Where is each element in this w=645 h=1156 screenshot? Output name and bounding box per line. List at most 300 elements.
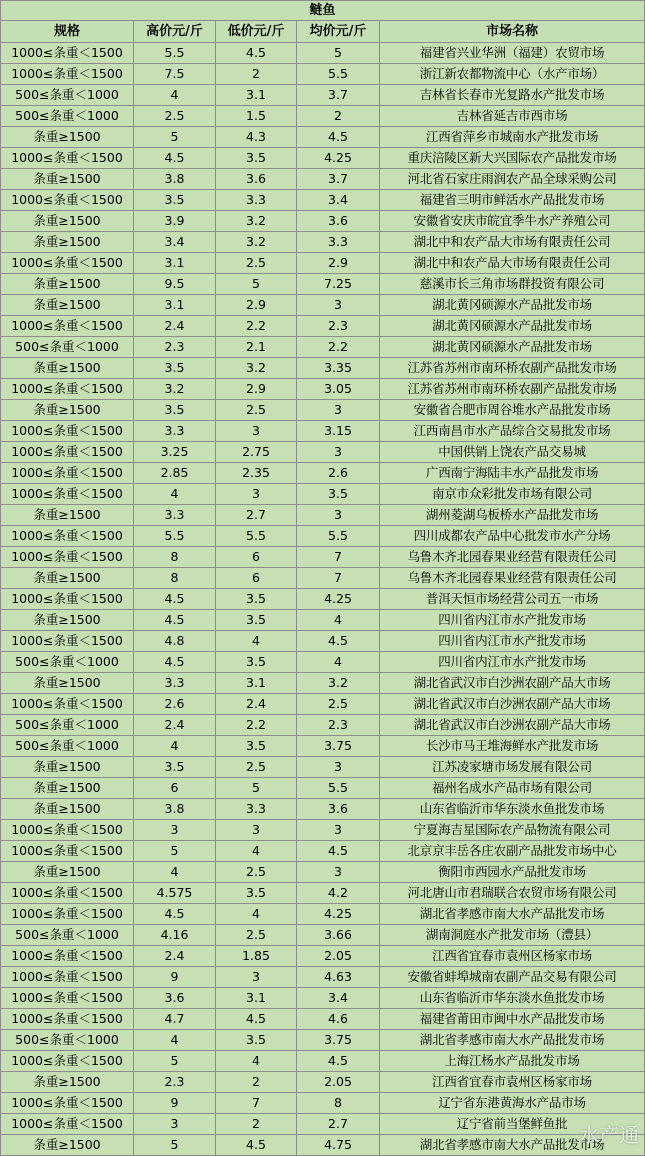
cell-high-price: 6 [134,778,216,799]
cell-avg-price: 3.6 [297,799,380,820]
cell-avg-price: 3.66 [297,925,380,946]
cell-low-price: 2.5 [216,862,297,883]
table-row [1,463,645,484]
table-row [1,652,645,673]
table-row [1,967,645,988]
cell-spec: 1000≤条重＜1500 [1,988,134,1009]
cell-spec: 条重≥1500 [1,673,134,694]
cell-high-price: 2.4 [134,715,216,736]
cell-avg-price: 4.5 [297,1051,380,1072]
cell-high-price: 8 [134,568,216,589]
cell-market-name: 山东省临沂市华东淡水鱼批发市场 [380,988,645,1009]
cell-spec: 500≤条重＜1000 [1,106,134,127]
cell-spec: 500≤条重＜1000 [1,1030,134,1051]
cell-spec: 1000≤条重＜1500 [1,589,134,610]
cell-low-price: 2.75 [216,442,297,463]
cell-avg-price: 3.6 [297,211,380,232]
cell-market-name: 湖北中和农产品大市场有限责任公司 [380,232,645,253]
cell-spec: 1000≤条重＜1500 [1,463,134,484]
table-row [1,904,645,925]
cell-low-price: 2.5 [216,400,297,421]
cell-market-name: 福州名成水产品市场有限公司 [380,778,645,799]
table-row [1,841,645,862]
cell-low-price: 3.3 [216,190,297,211]
cell-market-name: 湖南洞庭水产批发市场（澧县） [380,925,645,946]
cell-avg-price: 3 [297,862,380,883]
cell-low-price: 3.5 [216,736,297,757]
cell-low-price: 6 [216,568,297,589]
cell-avg-price: 4.75 [297,1135,380,1156]
cell-avg-price: 2.5 [297,694,380,715]
cell-spec: 1000≤条重＜1500 [1,316,134,337]
cell-avg-price: 4.5 [297,127,380,148]
cell-low-price: 6 [216,547,297,568]
cell-spec: 500≤条重＜1000 [1,736,134,757]
cell-high-price: 9 [134,967,216,988]
cell-high-price: 5 [134,1051,216,1072]
table-row [1,85,645,106]
table-row [1,295,645,316]
cell-market-name: 福建省兴业华洲（福建）农贸市场 [380,43,645,64]
table-row [1,946,645,967]
table-row [1,610,645,631]
cell-avg-price: 4.63 [297,967,380,988]
cell-spec: 1000≤条重＜1500 [1,820,134,841]
cell-low-price: 3.2 [216,232,297,253]
cell-avg-price: 2.05 [297,946,380,967]
cell-spec: 1000≤条重＜1500 [1,883,134,904]
cell-market-name: 江西省宜春市袁州区杨家市场 [380,946,645,967]
cell-high-price: 4.575 [134,883,216,904]
table-row [1,694,645,715]
table-row [1,862,645,883]
cell-high-price: 3.9 [134,211,216,232]
cell-market-name: 北京京丰岳各庄农副产品批发市场中心 [380,841,645,862]
cell-high-price: 4.8 [134,631,216,652]
cell-spec: 条重≥1500 [1,400,134,421]
cell-low-price: 2.2 [216,316,297,337]
header-market-name: 市场名称 [380,21,645,43]
cell-market-name: 吉林省延吉市西市场 [380,106,645,127]
cell-high-price: 4 [134,1030,216,1051]
cell-spec: 1000≤条重＜1500 [1,253,134,274]
cell-high-price: 4.5 [134,610,216,631]
cell-low-price: 3.1 [216,673,297,694]
cell-avg-price: 2.9 [297,253,380,274]
cell-high-price: 3.2 [134,379,216,400]
cell-spec: 1000≤条重＜1500 [1,148,134,169]
cell-low-price: 3 [216,421,297,442]
cell-low-price: 3.1 [216,85,297,106]
cell-market-name: 中国供销上饶农产品交易城 [380,442,645,463]
watermark-logo: 水产通 [579,1123,639,1147]
cell-spec: 1000≤条重＜1500 [1,379,134,400]
cell-avg-price: 5.5 [297,778,380,799]
table-row [1,883,645,904]
cell-market-name: 福建省三明市鲜活水产品批发市场 [380,190,645,211]
cell-spec: 500≤条重＜1000 [1,652,134,673]
cell-market-name: 广西南宁海陆丰水产品批发市场 [380,463,645,484]
table-row [1,925,645,946]
table-row [1,64,645,85]
cell-spec: 条重≥1500 [1,1135,134,1156]
cell-market-name: 安徽省安庆市皖宜季牛水产养殖公司 [380,211,645,232]
cell-market-name: 湖州菱湖乌板桥水产品批发市场 [380,505,645,526]
cell-spec: 条重≥1500 [1,211,134,232]
cell-low-price: 2.5 [216,925,297,946]
cell-avg-price: 4.25 [297,904,380,925]
cell-spec: 500≤条重＜1000 [1,85,134,106]
cell-high-price: 2.6 [134,694,216,715]
cell-low-price: 1.85 [216,946,297,967]
cell-spec: 1000≤条重＜1500 [1,1009,134,1030]
table-row [1,379,645,400]
cell-market-name: 江西南昌市水产品综合交易批发市场 [380,421,645,442]
table-row [1,1093,645,1114]
cell-market-name: 湖北省孝感市南大水产品批发市场 [380,1135,645,1156]
table-row [1,1051,645,1072]
table-row [1,673,645,694]
cell-low-price: 2 [216,64,297,85]
cell-high-price: 3 [134,1114,216,1135]
table-row [1,190,645,211]
table-row [1,43,645,64]
cell-market-name: 湖北黄冈硕源水产品批发市场 [380,316,645,337]
cell-high-price: 5 [134,841,216,862]
cell-low-price: 2.2 [216,715,297,736]
cell-low-price: 3.3 [216,799,297,820]
cell-high-price: 3.5 [134,757,216,778]
table-row [1,715,645,736]
cell-market-name: 山东省临沂市华东淡水鱼批发市场 [380,799,645,820]
cell-market-name: 上海江杨水产品批发市场 [380,1051,645,1072]
cell-high-price: 3.4 [134,232,216,253]
table-row [1,799,645,820]
cell-high-price: 5 [134,127,216,148]
cell-high-price: 2.4 [134,316,216,337]
cell-low-price: 2 [216,1114,297,1135]
cell-avg-price: 4.2 [297,883,380,904]
cell-low-price: 3.2 [216,211,297,232]
cell-low-price: 5 [216,778,297,799]
cell-market-name: 湖北黄冈硕源水产品批发市场 [380,295,645,316]
cell-high-price: 3.1 [134,253,216,274]
cell-low-price: 2 [216,1072,297,1093]
cell-low-price: 4.3 [216,127,297,148]
cell-market-name: 福建省莆田市闽中水产品批发市场 [380,1009,645,1030]
cell-spec: 条重≥1500 [1,505,134,526]
cell-spec: 条重≥1500 [1,169,134,190]
cell-high-price: 4.7 [134,1009,216,1030]
cell-avg-price: 2.3 [297,316,380,337]
cell-high-price: 4.16 [134,925,216,946]
cell-high-price: 4 [134,484,216,505]
cell-spec: 条重≥1500 [1,862,134,883]
cell-avg-price: 8 [297,1093,380,1114]
cell-market-name: 辽宁省东港黄海水产品市场 [380,1093,645,1114]
table-row [1,1135,645,1156]
cell-spec: 条重≥1500 [1,568,134,589]
cell-market-name: 江苏省苏州市南环桥农副产品批发市场 [380,379,645,400]
cell-spec: 500≤条重＜1000 [1,337,134,358]
cell-low-price: 4 [216,1051,297,1072]
cell-market-name: 普洱天恒市场经营公司五一市场 [380,589,645,610]
cell-avg-price: 3.3 [297,232,380,253]
cell-market-name: 湖北省孝感市南大水产品批发市场 [380,1030,645,1051]
cell-high-price: 4.5 [134,148,216,169]
table-row [1,526,645,547]
table-row [1,1030,645,1051]
cell-spec: 条重≥1500 [1,295,134,316]
table-row [1,778,645,799]
cell-high-price: 3.3 [134,673,216,694]
cell-low-price: 3.5 [216,589,297,610]
cell-spec: 1000≤条重＜1500 [1,631,134,652]
cell-low-price: 3 [216,484,297,505]
cell-low-price: 5.5 [216,526,297,547]
cell-low-price: 3.5 [216,610,297,631]
cell-avg-price: 3.5 [297,484,380,505]
cell-market-name: 衡阳市西园水产品批发市场 [380,862,645,883]
cell-market-name: 长沙市马王堆海鲜水产批发市场 [380,736,645,757]
table-row [1,1114,645,1135]
cell-spec: 1000≤条重＜1500 [1,1051,134,1072]
cell-spec: 条重≥1500 [1,127,134,148]
cell-spec: 1000≤条重＜1500 [1,64,134,85]
cell-high-price: 4 [134,736,216,757]
cell-high-price: 9 [134,1093,216,1114]
cell-low-price: 4 [216,841,297,862]
cell-spec: 条重≥1500 [1,232,134,253]
cell-low-price: 2.9 [216,295,297,316]
cell-high-price: 4.5 [134,904,216,925]
cell-low-price: 2.35 [216,463,297,484]
table-row [1,400,645,421]
cell-high-price: 3.8 [134,169,216,190]
cell-spec: 1000≤条重＜1500 [1,442,134,463]
cell-low-price: 2.9 [216,379,297,400]
cell-avg-price: 3 [297,505,380,526]
cell-market-name: 乌鲁木齐北园春果业经营有限责任公司 [380,547,645,568]
cell-market-name: 浙江新农都物流中心（水产市场） [380,64,645,85]
cell-low-price: 3.6 [216,169,297,190]
cell-high-price: 3.8 [134,799,216,820]
table-row [1,988,645,1009]
cell-market-name: 湖北省武汉市白沙洲农副产品大市场 [380,715,645,736]
cell-market-name: 慈溪市长三角市场群投资有限公司 [380,274,645,295]
cell-avg-price: 2.05 [297,1072,380,1093]
cell-avg-price: 5.5 [297,526,380,547]
table-row [1,736,645,757]
cell-avg-price: 3 [297,442,380,463]
cell-spec: 500≤条重＜1000 [1,715,134,736]
table-row [1,1072,645,1093]
cell-market-name: 湖北省孝感市南大水产品批发市场 [380,904,645,925]
cell-low-price: 4.5 [216,1009,297,1030]
cell-high-price: 2.3 [134,337,216,358]
cell-avg-price: 4.5 [297,631,380,652]
cell-avg-price: 7.25 [297,274,380,295]
header-low-price: 低价元/斤 [216,21,297,43]
cell-spec: 条重≥1500 [1,274,134,295]
cell-avg-price: 3 [297,400,380,421]
cell-avg-price: 3.4 [297,190,380,211]
cell-market-name: 重庆涪陵区新大兴国际农产品批发市场 [380,148,645,169]
cell-avg-price: 3.2 [297,673,380,694]
cell-high-price: 4.5 [134,652,216,673]
cell-high-price: 2.85 [134,463,216,484]
table-row [1,274,645,295]
cell-low-price: 2.4 [216,694,297,715]
table-row [1,316,645,337]
cell-avg-price: 4 [297,652,380,673]
cell-spec: 条重≥1500 [1,1072,134,1093]
cell-spec: 1000≤条重＜1500 [1,904,134,925]
cell-high-price: 5.5 [134,43,216,64]
cell-avg-price: 2.2 [297,337,380,358]
cell-high-price: 3.25 [134,442,216,463]
cell-market-name: 河北省石家庄雨润农产品全球采购公司 [380,169,645,190]
cell-high-price: 4 [134,862,216,883]
table-row [1,253,645,274]
cell-high-price: 3.5 [134,400,216,421]
cell-high-price: 3.3 [134,505,216,526]
cell-market-name: 江西省萍乡市城南水产批发市场 [380,127,645,148]
cell-market-name: 四川省内江市水产批发市场 [380,631,645,652]
cell-market-name: 吉林省长春市光复路水产批发市场 [380,85,645,106]
table-row [1,211,645,232]
cell-high-price: 3.6 [134,988,216,1009]
cell-high-price: 7.5 [134,64,216,85]
cell-high-price: 4 [134,85,216,106]
cell-low-price: 7 [216,1093,297,1114]
cell-spec: 条重≥1500 [1,799,134,820]
cell-market-name: 四川省内江市水产批发市场 [380,610,645,631]
cell-avg-price: 3 [297,820,380,841]
cell-spec: 1000≤条重＜1500 [1,841,134,862]
cell-low-price: 4 [216,631,297,652]
cell-market-name: 四川省内江市水产批发市场 [380,652,645,673]
cell-high-price: 3.1 [134,295,216,316]
cell-high-price: 2.3 [134,1072,216,1093]
cell-avg-price: 2.7 [297,1114,380,1135]
cell-spec: 1000≤条重＜1500 [1,484,134,505]
cell-low-price: 3.5 [216,883,297,904]
cell-high-price: 5.5 [134,526,216,547]
header-high-price: 高价元/斤 [134,21,216,43]
table-row [1,820,645,841]
cell-high-price: 8 [134,547,216,568]
cell-low-price: 3.2 [216,358,297,379]
cell-avg-price: 3 [297,757,380,778]
header-avg-price: 均价元/斤 [297,21,380,43]
table-row [1,358,645,379]
table-title: 鲢鱼 [1,1,645,21]
cell-spec: 1000≤条重＜1500 [1,946,134,967]
cell-avg-price: 2.3 [297,715,380,736]
table-row [1,442,645,463]
cell-avg-price: 3.15 [297,421,380,442]
cell-market-name: 辽宁省前当堡鲜鱼批 [380,1114,645,1135]
cell-low-price: 3.1 [216,988,297,1009]
cell-spec: 1000≤条重＜1500 [1,190,134,211]
cell-high-price: 3.5 [134,190,216,211]
cell-avg-price: 4 [297,610,380,631]
cell-avg-price: 2.6 [297,463,380,484]
table-row [1,127,645,148]
table-row [1,106,645,127]
cell-market-name: 湖北省武汉市白沙洲农副产品大市场 [380,694,645,715]
cell-high-price: 4.5 [134,589,216,610]
table-row [1,568,645,589]
cell-avg-price: 3.05 [297,379,380,400]
cell-spec: 500≤条重＜1000 [1,925,134,946]
cell-low-price: 1.5 [216,106,297,127]
cell-spec: 1000≤条重＜1500 [1,547,134,568]
cell-low-price: 3.5 [216,148,297,169]
cell-low-price: 4.5 [216,1135,297,1156]
cell-avg-price: 5 [297,43,380,64]
cell-low-price: 4 [216,904,297,925]
header-spec: 规格 [1,21,134,43]
cell-low-price: 2.5 [216,757,297,778]
cell-avg-price: 7 [297,568,380,589]
cell-avg-price: 4.6 [297,1009,380,1030]
cell-market-name: 安徽省蚌埠城南农副产品交易有限公司 [380,967,645,988]
cell-market-name: 河北唐山市君瑞联合农贸市场有限公司 [380,883,645,904]
cell-low-price: 4.5 [216,43,297,64]
cell-spec: 1000≤条重＜1500 [1,967,134,988]
cell-low-price: 5 [216,274,297,295]
cell-avg-price: 2 [297,106,380,127]
cell-spec: 1000≤条重＜1500 [1,694,134,715]
cell-avg-price: 3.75 [297,1030,380,1051]
table-row [1,232,645,253]
cell-spec: 条重≥1500 [1,358,134,379]
table-row [1,505,645,526]
cell-market-name: 江苏省苏州市南环桥农副产品批发市场 [380,358,645,379]
cell-market-name: 乌鲁木齐北园春果业经营有限责任公司 [380,568,645,589]
cell-spec: 1000≤条重＜1500 [1,1093,134,1114]
cell-avg-price: 3 [297,295,380,316]
cell-high-price: 9.5 [134,274,216,295]
cell-high-price: 3.3 [134,421,216,442]
cell-avg-price: 3.7 [297,85,380,106]
cell-low-price: 3.5 [216,1030,297,1051]
cell-avg-price: 3.35 [297,358,380,379]
cell-avg-price: 4.25 [297,148,380,169]
cell-low-price: 2.5 [216,253,297,274]
table-row [1,1009,645,1030]
table-row [1,421,645,442]
cell-avg-price: 3.7 [297,169,380,190]
cell-high-price: 3.5 [134,358,216,379]
table-row [1,148,645,169]
table-row [1,631,645,652]
cell-market-name: 南京市众彩批发市场有限公司 [380,484,645,505]
cell-spec: 1000≤条重＜1500 [1,526,134,547]
cell-spec: 1000≤条重＜1500 [1,421,134,442]
cell-spec: 1000≤条重＜1500 [1,43,134,64]
cell-avg-price: 4.5 [297,841,380,862]
table-row [1,757,645,778]
cell-market-name: 湖北中和农产品大市场有限责任公司 [380,253,645,274]
cell-spec: 条重≥1500 [1,778,134,799]
table-row [1,169,645,190]
cell-high-price: 2.5 [134,106,216,127]
cell-spec: 1000≤条重＜1500 [1,1114,134,1135]
cell-market-name: 江西省宜春市袁州区杨家市场 [380,1072,645,1093]
